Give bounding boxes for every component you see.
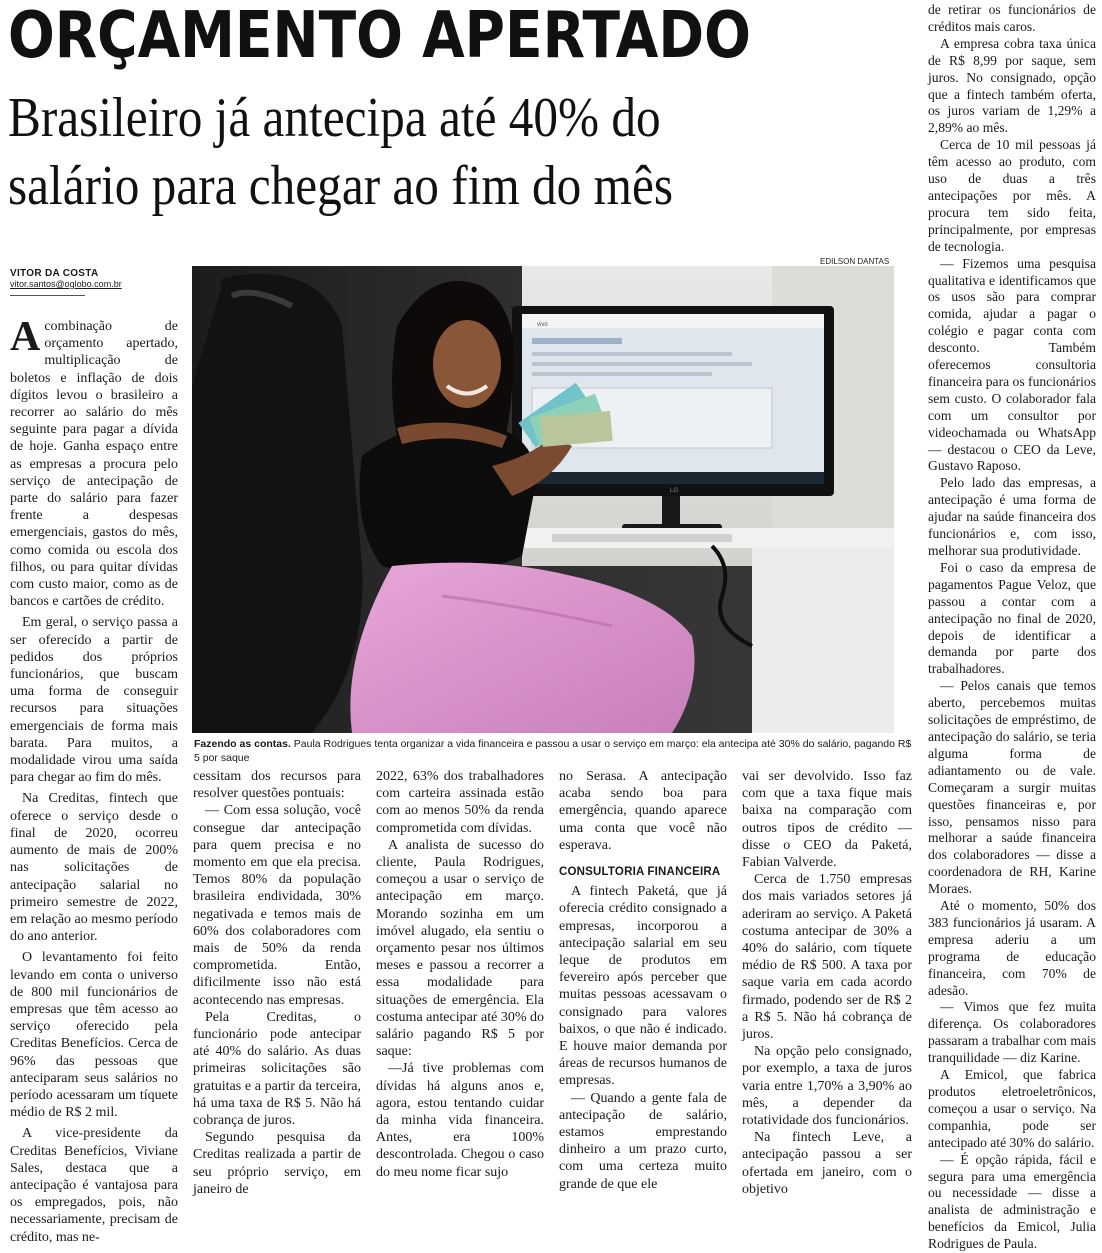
gaming-chair — [192, 274, 362, 733]
photo-illustration — [192, 266, 894, 733]
drop-cap: A — [10, 314, 41, 360]
paragraph: Na Creditas, fintech que oferece o serviço desde o final de 2020, ocorreu aumento de mais de 200% nas solicitações de antecipação salarial no primeiro semestre de 2022, em relação ao mesmo período do ano anterior. — [10, 791, 178, 945]
paragraph: Segundo pesquisa da Creditas realizada a partir de seu próprio serviço, em janeiro de — [193, 1130, 361, 1197]
column-1 — [10, 314, 178, 1246]
paragraph: no Serasa. A antecipação acaba sendo boa para emergência, quando aparece uma conta que você não esperava. — [559, 769, 727, 853]
paragraph: de retirar os funcionários de créditos mais caros. — [928, 2, 1096, 34]
column-4 — [559, 768, 727, 1193]
byline — [10, 268, 180, 296]
column-3 — [376, 768, 544, 1181]
paragraph: — Quando a gente fala de antecipação de salário, estamos emprestando dinheiro a um prazo curto, com uma certeza muito grande de que ele — [559, 1090, 727, 1192]
paragraph: Foi o caso da empresa de pagamentos Pague Veloz, que passou a contar com a antecipação no final de 2020, depois de identificar a demanda por parte dos trabalhadores. — [928, 559, 1096, 677]
paragraph: Na fintech Leve, a antecipação passou a ser ofertada em janeiro, com o objetivo — [742, 1130, 912, 1197]
headline-line-1: Brasileiro já antecipa até 40% do — [8, 87, 661, 149]
paragraph: A analista de sucesso do cliente, Paula Rodrigues, começou a usar o serviço de antecipação em março. Morando sozinha em um imóvel alugado, ela sentiu o orçamento pesar nos últimos meses e passou a recorrer a essa modalidade para situações de emergência. Ela costuma antecipar até 30% do salário pagando R$ 5 por saque: — [376, 837, 544, 1060]
paragraph: Acombinação de orçamento apertado, multiplicação de boletos e inflação de dois dígitos levou o brasileiro a recorrer ao salário do mês seguinte para pagar a dívida de hoje. Ganha espaço entre as empresas a procura pelo serviço de antecipação de parte do salário para fazer frente a despesas emergenciais, gastos do mês, como comida ou escola dos filhos, ou para quitar dívidas com custo maior, como as de bancos e cartões de crédito. — [10, 314, 178, 610]
paragraph: — Com essa solução, você consegue dar antecipação para quem precisa e no momento em que ela precisa. Temos 80% da população brasileira endividada, 30% negativada e temos mais de 60% dos colaboradores com mais de 50% da renda comprometida. Então, dificilmente isso não está acontecendo nas empresas. — [193, 803, 361, 1008]
paragraph: A empresa cobra taxa única de R$ 8,99 por saque, sem juros. No consignado, opção que a fintech também oferta, os juros variam de 1,29% a 2,89% ao mês. — [928, 35, 1096, 136]
article-photo — [192, 266, 894, 733]
caption-text: Paula Rodrigues tenta organizar a vida financeira e passou a usar o serviço em março: ela antecipa até 30% do salário, pagando R$ 5 por saque — [194, 738, 912, 764]
paragraph: Cerca de 10 mil pessoas já têm acesso ao produto, com uso de duas a três antecipações por mês. A procura tem sido feita, principalmente, por empresas de tecnologia. — [928, 137, 1096, 254]
paragraph: cessitam dos recursos para resolver questões pontuais: — [193, 769, 361, 802]
paragraph: 2022, 63% dos trabalhadores com carteira assinada estão com ao menos 50% da renda comprometida com dívidas. — [376, 769, 544, 836]
paragraph: — Vimos que fez muita diferença. Os colaboradores passaram a trabalhar com mais tranquilidade — diz Karine. — [928, 999, 1096, 1066]
paragraph: Em geral, o serviço passa a ser oferecido a partir de pedidos dos próprios funcionários, que buscam uma forma de conseguir recursos para situações emergenciais de forma mais barata. Para muitos, a modalidade virou uma saída para chegar ao fim do mês. — [10, 615, 178, 786]
paragraph: Pelo lado das empresas, a antecipação é uma forma de ajudar na saúde financeira dos funcionários e, com isso, melhorar sua produtividade. — [928, 475, 1096, 558]
paragraph: — Fizemos uma pesquisa qualitativa e identificamos que os usos são para comprar comida, ajudar a pagar o colégio e pagar conta com desconto. Também oferecemos consultoria financeira para os funcionários sem custo. O colaborador fala com um consultor por videochamada ou WhatsApp — destacou o CEO da Leve, Gustavo Raposo. — [928, 255, 1096, 474]
black-top — [360, 424, 538, 574]
paragraph: A Emicol, que fabrica produtos eletroeletrônicos, começou a usar o serviço. Na companhia, pode ser antecipado até 30% do salário. — [928, 1067, 1096, 1150]
byline-name: VITOR DA COSTA — [10, 268, 99, 279]
column-5 — [742, 768, 912, 1198]
paragraph: A fintech Paketá, que já oferecia crédito consignado a empresas, incorporou a antecipação salarial em seu leque de produtos em fevereiro após perceber que muitas pessoas acessavam o consignado para valores baixos, o que não é indicado. E houve maior demanda por áreas de recursos humanos de empresas. — [559, 884, 727, 1089]
kicker: ORÇAMENTO APERTADO — [8, 0, 751, 73]
photo-caption — [194, 737, 914, 765]
paragraph: Na opção pelo consignado, por exemplo, a taxa de juros varia entre 1,70% a 3,90% ao mês, a depender da rotatividade dos funcionários. — [742, 1044, 912, 1129]
monitor-label: vivo — [537, 322, 548, 328]
paragraph: vai ser devolvido. Isso faz com que a taxa fique mais baixa na comparação com outros tipos de crédito — disse o CEO da Paketá, Fabian Valverde. — [742, 769, 912, 871]
column-2 — [193, 768, 361, 1198]
paragraph: Cerca de 1.750 empresas dos mais variados setores já aderiram ao serviço. A Paketá costuma antecipar de 30% a 40% do salário, com tíquete médio de R$ 500. A taxa por saque varia em cada acordo firmado, podendo ser de R$ 2 a R$ 5. Não há cobrança de juros. — [742, 872, 912, 1043]
paragraph: O levantamento foi feito levando em conta o universo de 800 mil funcionários de empresas que têm acesso ao serviço oferecido pela Creditas Benefícios. Cerca de 96% das pessoas que anteciparam seus salários no período acessaram um tíquete médio de R$ 2 mil. — [10, 950, 178, 1121]
photo-credit: EDILSON DANTAS — [820, 257, 890, 266]
headline — [8, 84, 800, 220]
paragraph: A vice-presidente da Creditas Benefícios, Viviane Sales, destaca que a antecipação é vantajosa para os empregados, pois, não necessariamente, precisam de crédito, mas ne- — [10, 1126, 178, 1245]
monitor-brand: LG — [670, 488, 679, 494]
paragraph: — Pelos canais que temos aberto, percebemos muitas solicitações de empréstimo, de antecipação do salário, se teria alguma forma de adiantamento ou de vale. Começaram a surgir muitas questões financeiras e, por isso, pensamos nisso para melhorar a saúde financeira dos colaboradores — disse a coordenadora de RH, Karine Moraes. — [928, 678, 1096, 897]
byline-email[interactable]: vitor.santos@oglobo.com.br — [10, 279, 122, 289]
paragraph: Pela Creditas, o funcionário pode antecipar até 40% do salário. As duas primeiras solicitações são gratuitas e a partir da terceira, há uma taxa de R$ 5. Não há cobrança de juros. — [193, 1009, 361, 1129]
column-6 — [928, 2, 1096, 1253]
paragraph: Até o momento, 50% dos 383 funcionários já usaram. A empresa aderiu a um programa de educação financeira, com 70% de adesão. — [928, 898, 1096, 998]
paragraph: —Já tive problemas com dívidas há alguns anos e, agora, estou tentando cuidar da minha vida financeira. Antes, era 100% descontrolada. Chegou o caso do meu nome ficar sujo — [376, 1061, 544, 1180]
subhead: CONSULTORIA FINANCEIRA — [559, 866, 721, 879]
headline-line-2: salário para chegar ao fim do mês — [8, 155, 673, 217]
paragraph: — É opção rápida, fácil e segura para uma emergência ou necessidade — disse a analista de administração e benefícios da Emicol, Julia Rodrigues de Paula. — [928, 1151, 1096, 1252]
caption-lead: Fazendo as contas. — [194, 738, 291, 750]
byline-rule — [10, 295, 85, 296]
